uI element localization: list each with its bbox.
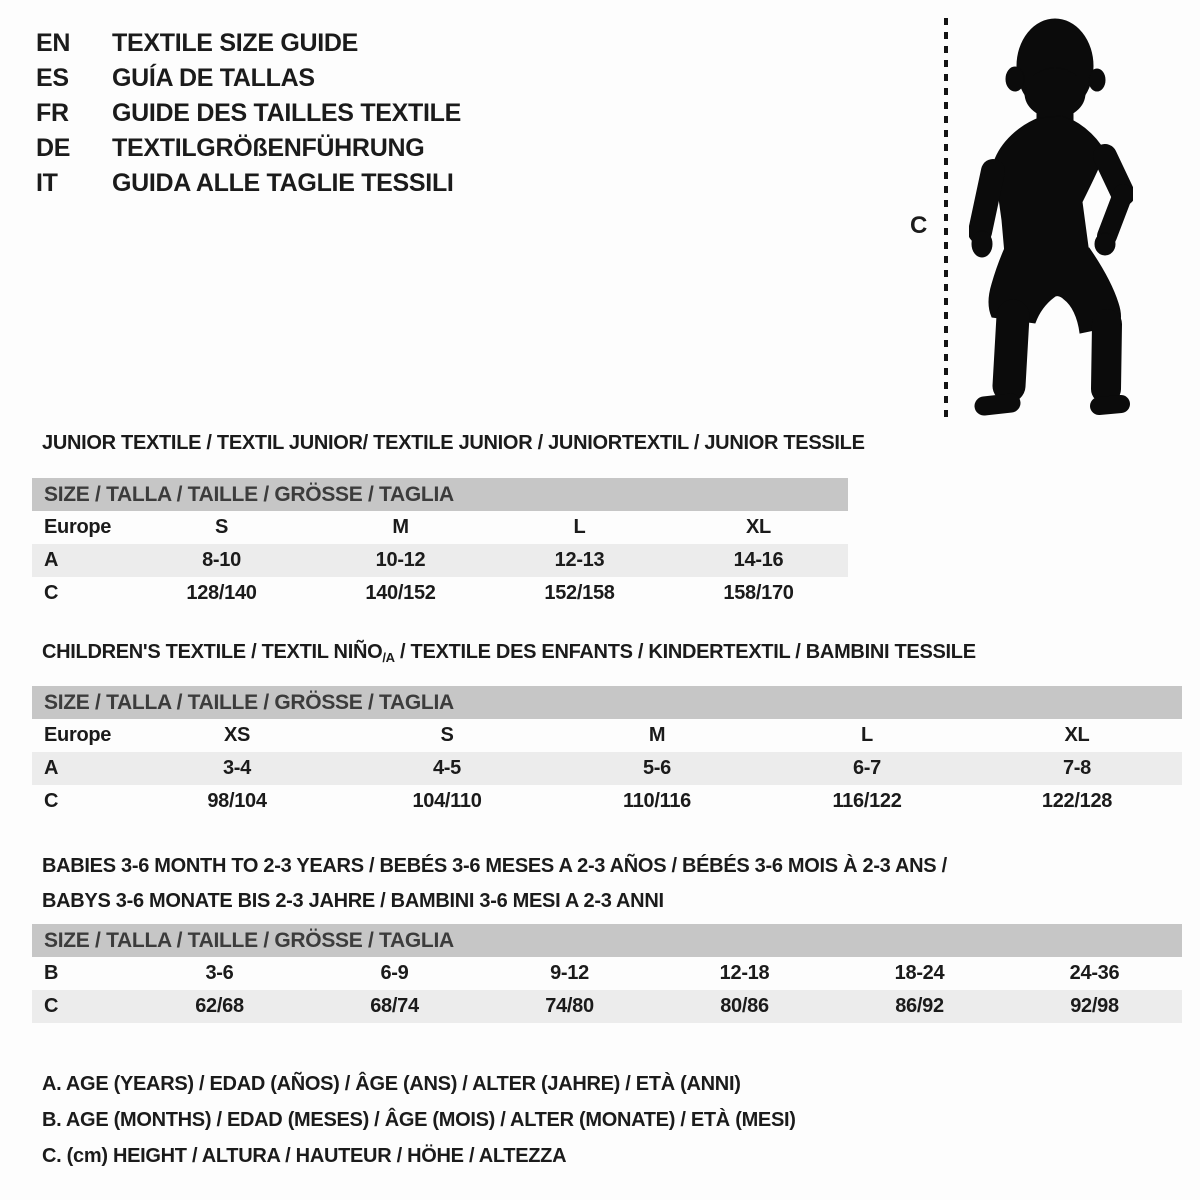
row-label: A bbox=[44, 549, 59, 571]
language-row-de bbox=[36, 131, 461, 166]
language-code: IT bbox=[36, 169, 58, 197]
months-cell: 6-9 bbox=[380, 962, 409, 984]
language-label: TEXTILGRÖßENFÜHRUNG bbox=[112, 134, 425, 162]
age-cell: 4-5 bbox=[432, 757, 461, 779]
row-label: C bbox=[44, 790, 59, 812]
months-cell: 24-36 bbox=[1069, 962, 1120, 984]
size-cell: L bbox=[573, 516, 586, 538]
size-header-row bbox=[32, 686, 1182, 719]
height-cell: 140/152 bbox=[365, 582, 436, 604]
language-code: DE bbox=[36, 134, 71, 162]
height-cell: 98/104 bbox=[207, 790, 267, 812]
language-code: ES bbox=[36, 64, 69, 92]
legend-age-years: A. AGE (YEARS) / EDAD (AÑOS) / ÂGE (ANS) / ALTER (JAHRE) / ETÀ (ANNI) bbox=[42, 1073, 741, 1095]
baby-silhouette-image bbox=[969, 16, 1133, 418]
babies-size-table bbox=[32, 924, 1182, 1023]
children-title-text: / TEXTILE DES ENFANTS / KINDERTEXTIL / BAMBINI TESSILE bbox=[394, 641, 976, 663]
table-row-height bbox=[32, 577, 848, 610]
age-cell: 8-10 bbox=[202, 549, 241, 571]
language-label: GUÍA DE TALLAS bbox=[112, 64, 315, 92]
age-cell: 7-8 bbox=[1062, 757, 1091, 779]
junior-size-table bbox=[32, 478, 848, 610]
months-cell: 18-24 bbox=[894, 962, 945, 984]
language-code: EN bbox=[36, 29, 71, 57]
table-row-age bbox=[32, 544, 848, 577]
babies-section-title bbox=[42, 849, 947, 919]
table-row-height bbox=[32, 785, 1182, 818]
height-cell: 152/158 bbox=[544, 582, 615, 604]
legend-age-months: B. AGE (MONTHS) / EDAD (MESES) / ÂGE (MOIS) / ALTER (MONATE) / ETÀ (MESI) bbox=[42, 1109, 796, 1131]
height-cell: 86/92 bbox=[895, 995, 944, 1017]
row-label: C bbox=[44, 995, 59, 1017]
legend-height: C. (cm) HEIGHT / ALTURA / HAUTEUR / HÖHE / ALTEZZA bbox=[42, 1145, 567, 1167]
measurement-legend bbox=[42, 1066, 796, 1174]
table-row-europe bbox=[32, 511, 848, 544]
row-label: Europe bbox=[44, 516, 112, 538]
height-cell: 92/98 bbox=[1070, 995, 1119, 1017]
language-list bbox=[36, 26, 461, 201]
height-cell: 80/86 bbox=[720, 995, 769, 1017]
height-cell: 116/122 bbox=[832, 790, 902, 812]
age-cell: 6-7 bbox=[852, 757, 881, 779]
age-cell: 5-6 bbox=[642, 757, 671, 779]
height-cell: 158/170 bbox=[723, 582, 794, 604]
table-row-europe bbox=[32, 719, 1182, 752]
row-label: B bbox=[44, 962, 59, 984]
children-title-text: CHILDREN'S TEXTILE / TEXTIL NIÑO bbox=[42, 641, 383, 663]
children-section-title bbox=[42, 641, 976, 665]
language-label: TEXTILE SIZE GUIDE bbox=[112, 29, 359, 57]
language-row-fr bbox=[36, 96, 461, 131]
row-label: A bbox=[44, 757, 59, 779]
height-measure-line bbox=[944, 18, 948, 418]
size-cell: S bbox=[214, 516, 229, 538]
size-header-label: SIZE / TALLA / TAILLE / GRÖSSE / TAGLIA bbox=[44, 482, 454, 506]
language-row-es bbox=[36, 61, 461, 96]
months-cell: 12-18 bbox=[719, 962, 770, 984]
row-label: Europe bbox=[44, 724, 112, 746]
size-header-label: SIZE / TALLA / TAILLE / GRÖSSE / TAGLIA bbox=[44, 690, 454, 714]
age-cell: 14-16 bbox=[733, 549, 784, 571]
language-row-en bbox=[36, 26, 461, 61]
children-title-subscript: /A bbox=[382, 650, 395, 665]
babies-title-line1: BABIES 3-6 MONTH TO 2-3 YEARS / BEBÉS 3-6 MESES A 2-3 AÑOS / BÉBÉS 3-6 MOIS À 2-3 ANS / bbox=[42, 855, 947, 877]
table-row-age bbox=[32, 752, 1182, 785]
height-cell: 122/128 bbox=[1041, 790, 1113, 812]
size-cell: S bbox=[440, 724, 454, 746]
months-cell: 9-12 bbox=[550, 962, 589, 984]
size-cell: M bbox=[648, 724, 666, 746]
size-cell: M bbox=[392, 516, 409, 538]
children-size-table bbox=[32, 686, 1182, 818]
height-cell: 110/116 bbox=[623, 790, 691, 812]
size-cell: XL bbox=[1064, 724, 1090, 746]
language-code: FR bbox=[36, 99, 69, 127]
age-cell: 3-4 bbox=[222, 757, 251, 779]
language-label: GUIDE DES TAILLES TEXTILE bbox=[112, 99, 462, 127]
height-cell: 62/68 bbox=[195, 995, 244, 1017]
age-cell: 10-12 bbox=[375, 549, 426, 571]
size-cell: XS bbox=[223, 724, 251, 746]
row-label: C bbox=[44, 582, 59, 604]
language-row-it bbox=[36, 166, 461, 201]
babies-title-line2: BABYS 3-6 MONATE BIS 2-3 JAHRE / BAMBINI 3-6 MESI A 2-3 ANNI bbox=[42, 890, 664, 912]
table-row-months bbox=[32, 957, 1182, 990]
language-label: GUIDA ALLE TAGLIE TESSILI bbox=[112, 169, 454, 197]
size-cell: XL bbox=[746, 516, 771, 538]
junior-section-title: JUNIOR TEXTILE / TEXTIL JUNIOR/ TEXTILE JUNIOR / JUNIORTEXTIL / JUNIOR TESSILE bbox=[42, 432, 865, 454]
size-header-row bbox=[32, 478, 848, 511]
height-cell: 74/80 bbox=[545, 995, 594, 1017]
height-cell: 68/74 bbox=[370, 995, 419, 1017]
size-header-row bbox=[32, 924, 1182, 957]
size-cell: L bbox=[861, 724, 873, 746]
height-measure-label: C bbox=[910, 212, 928, 239]
table-row-height bbox=[32, 990, 1182, 1023]
height-cell: 104/110 bbox=[412, 790, 482, 812]
age-cell: 12-13 bbox=[554, 549, 605, 571]
height-cell: 128/140 bbox=[186, 582, 257, 604]
size-header-label: SIZE / TALLA / TAILLE / GRÖSSE / TAGLIA bbox=[44, 928, 454, 952]
months-cell: 3-6 bbox=[205, 962, 234, 984]
